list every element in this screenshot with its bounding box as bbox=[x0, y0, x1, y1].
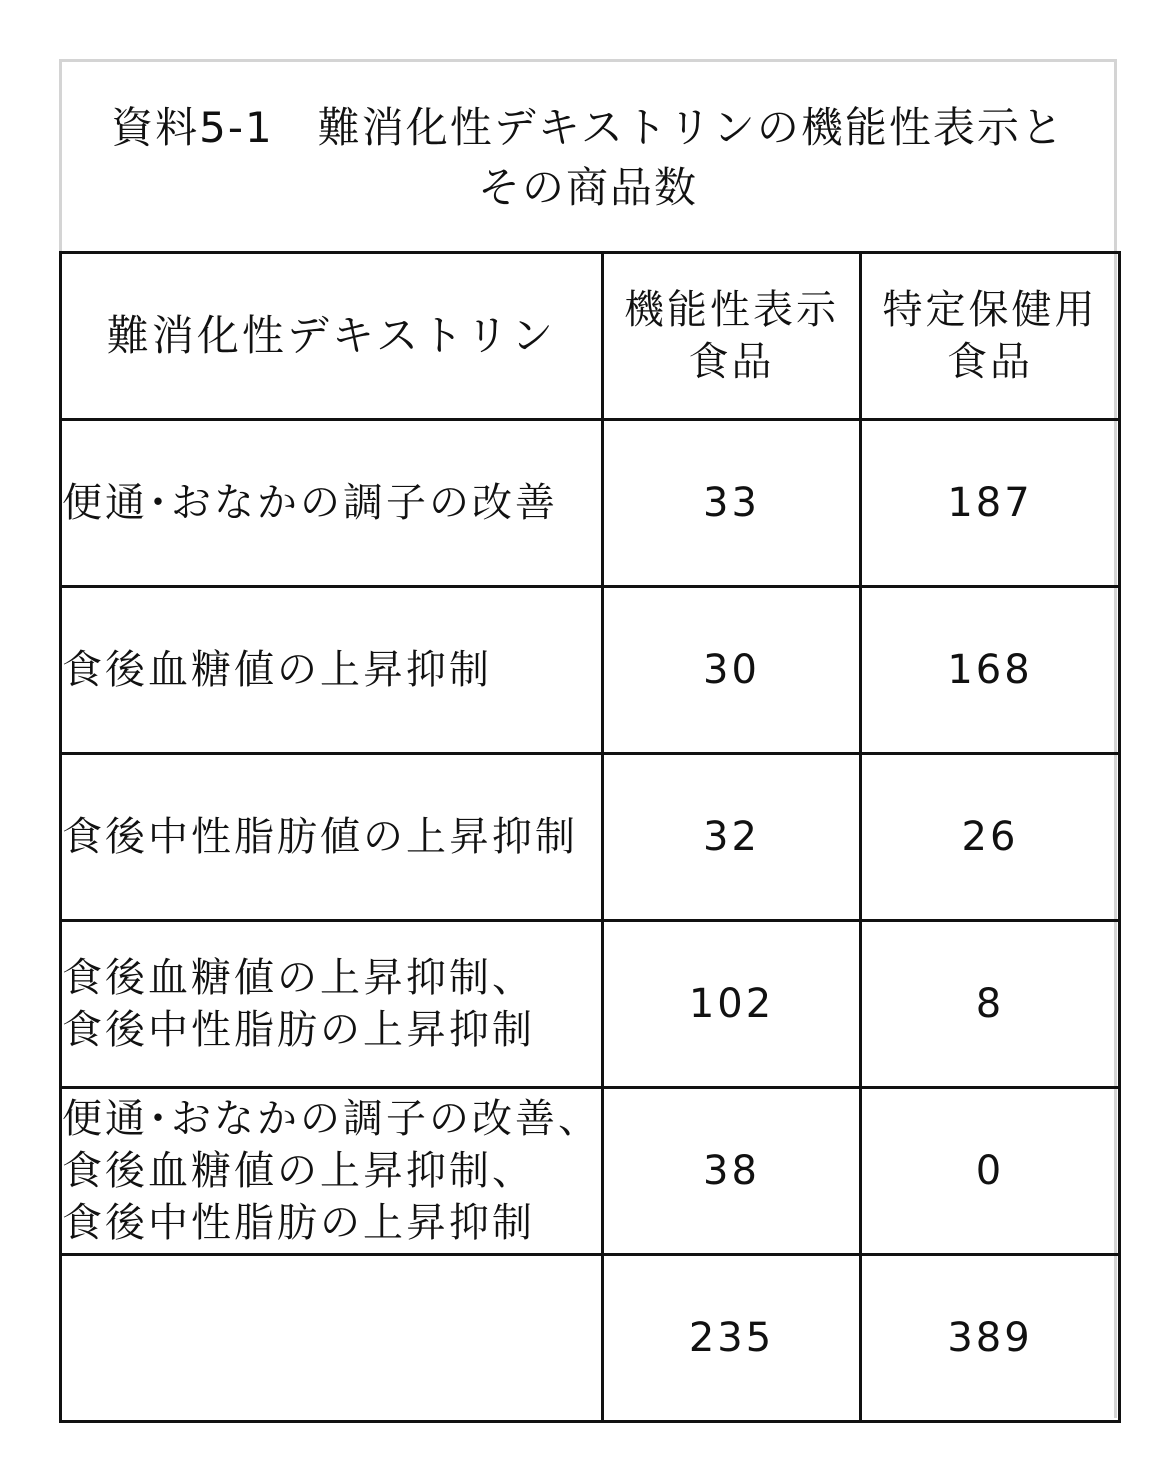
product-count-table bbox=[59, 251, 1121, 1423]
foshu-count: 0 bbox=[861, 1088, 1120, 1255]
row-label-line: 食後中性脂肪の上昇抑制 bbox=[62, 1007, 535, 1053]
row-label bbox=[61, 1088, 603, 1255]
row-label-line: 食後血糖値の上昇抑制 bbox=[62, 647, 492, 693]
title-line-2: その商品数 bbox=[477, 163, 698, 212]
table-row bbox=[61, 1088, 1120, 1255]
header-foshu-line-2: 食品 bbox=[947, 339, 1033, 385]
foshu-count: 187 bbox=[861, 420, 1120, 587]
function-claims-count: 33 bbox=[603, 420, 861, 587]
header-foshu bbox=[861, 253, 1120, 420]
table-row bbox=[61, 754, 1120, 921]
foshu-total: 389 bbox=[861, 1255, 1120, 1422]
title-line-1: 資料5-1 難消化性デキストリンの機能性表示と bbox=[111, 103, 1065, 152]
row-label-line: 食後血糖値の上昇抑制、 bbox=[62, 955, 535, 1001]
row-label-line: 食後中性脂肪値の上昇抑制 bbox=[62, 814, 578, 860]
row-label-line: 便通･おなかの調子の改善 bbox=[62, 480, 558, 526]
total-row bbox=[61, 1255, 1120, 1422]
header-ingredient bbox=[61, 253, 603, 420]
row-label bbox=[61, 587, 603, 754]
function-claims-count: 32 bbox=[603, 754, 861, 921]
table-row bbox=[61, 420, 1120, 587]
row-label bbox=[61, 420, 603, 587]
row-label bbox=[61, 921, 603, 1088]
table-header-row bbox=[61, 253, 1120, 420]
row-label-line: 食後中性脂肪の上昇抑制 bbox=[62, 1200, 535, 1246]
header-function-claims-line-1: 機能性表示 bbox=[624, 287, 839, 333]
row-label-line: 食後血糖値の上昇抑制、 bbox=[62, 1148, 535, 1194]
row-label-line: 便通･おなかの調子の改善、 bbox=[62, 1096, 601, 1142]
row-label bbox=[61, 754, 603, 921]
function-claims-total: 235 bbox=[603, 1255, 861, 1422]
foshu-count: 8 bbox=[861, 921, 1120, 1088]
foshu-count: 26 bbox=[861, 754, 1120, 921]
table-row bbox=[61, 921, 1120, 1088]
function-claims-count: 30 bbox=[603, 587, 861, 754]
table-row bbox=[61, 587, 1120, 754]
header-ingredient-label: 難消化性デキストリン bbox=[106, 311, 557, 360]
header-foshu-line-1: 特定保健用 bbox=[882, 287, 1098, 333]
header-function-claims bbox=[603, 253, 861, 420]
foshu-count: 168 bbox=[861, 587, 1120, 754]
function-claims-count: 38 bbox=[603, 1088, 861, 1255]
header-function-claims-line-2: 食品 bbox=[688, 339, 775, 385]
function-claims-count: 102 bbox=[603, 921, 861, 1088]
total-label bbox=[61, 1255, 603, 1422]
document-title bbox=[62, 62, 1114, 254]
